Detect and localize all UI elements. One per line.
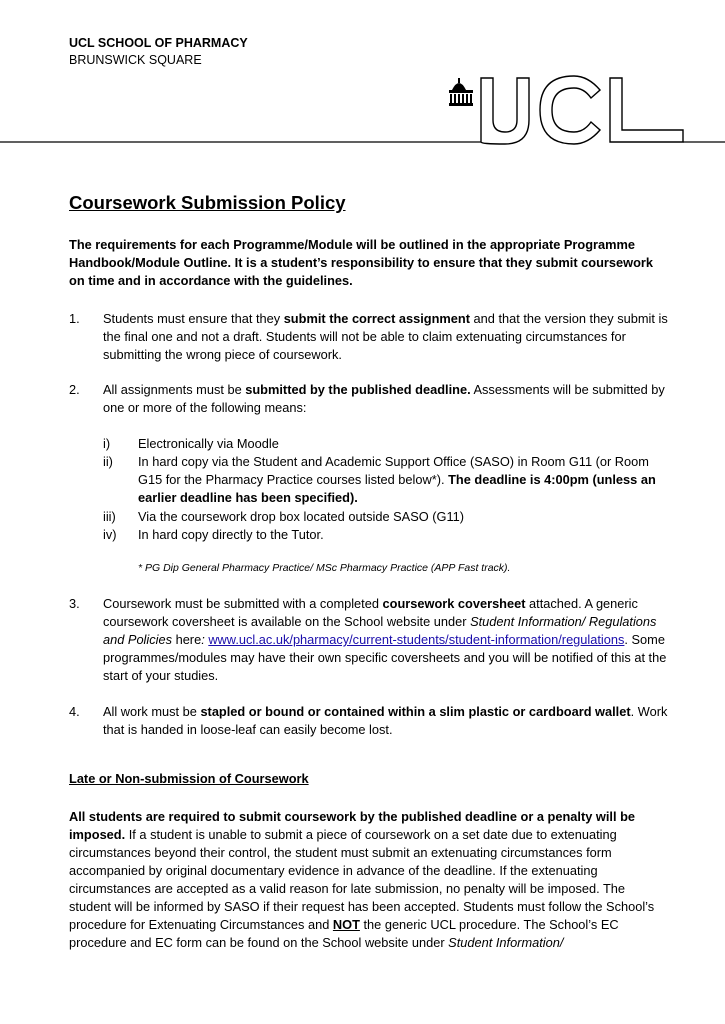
text-run: All assignments must be bbox=[103, 382, 246, 397]
text-run: If a student is unable to submit a piece of coursework on a set date due to extenuating circumstances beyond their control, the student must submit an extenuating circumstances form accompanied by original documentary evidence in advance of the deadline. If the extenuating circumstances are accepted as a valid reason for late submission, no penalty will be imposed. The student will be informed by SASO if their request has been accepted. Students must follow the School’s procedure for Extenuating Circumstances and bbox=[69, 827, 655, 932]
text-run: . Work that is handed in loose-leaf can easily become lost. bbox=[103, 704, 668, 737]
list-item-2 bbox=[69, 381, 669, 417]
list-item-text bbox=[103, 595, 669, 685]
intro-paragraph: The requirements for each Programme/Module will be outlined in the appropriate Programme Handbook/Module Outline. It is a student’s responsibility to ensure that they submit coursework on time and in accordance with the guidelines. bbox=[69, 237, 653, 288]
sub-item-iii bbox=[103, 508, 663, 526]
list-number: 4. bbox=[69, 704, 80, 719]
emphasis-text: All students are required to submit coursework by the published deadline or a penalty will be imposed. bbox=[69, 809, 636, 842]
text-run: Students must ensure that they bbox=[103, 311, 284, 326]
italic-text: Student Information/ bbox=[448, 935, 564, 950]
emphasis-text: stapled or bound or contained within a slim plastic or cardboard wallet bbox=[200, 704, 631, 719]
text-run: All work must be bbox=[103, 704, 201, 719]
emphasis-text: NOT bbox=[332, 917, 360, 932]
text-run: here bbox=[172, 632, 202, 647]
sub-item-ii bbox=[103, 453, 663, 507]
sub-item-text: Via the coursework drop box located outside SASO (G11) bbox=[138, 509, 465, 524]
ucl-logo bbox=[0, 68, 725, 148]
list-item-text bbox=[103, 310, 669, 364]
ucl-wordmark bbox=[481, 76, 683, 144]
text-run: the generic UCL procedure. The School’s EC procedure and EC form can be found on the School website under bbox=[69, 917, 619, 950]
sub-item-text: In hard copy directly to the Tutor. bbox=[138, 527, 324, 542]
sub-number: iv) bbox=[103, 527, 117, 542]
text-run: Coursework must be submitted with a completed bbox=[103, 596, 383, 611]
late-submission-paragraph bbox=[69, 808, 669, 952]
regulations-link[interactable]: www.ucl.ac.uk/pharmacy/current-students/student-information/regulations bbox=[208, 632, 625, 647]
text-run: In hard copy via the Student and Academic Support Office (SASO) in Room G11 (or Room G15 for the Pharmacy Practice courses listed below*). bbox=[138, 454, 649, 487]
list-item-4 bbox=[69, 703, 669, 739]
italic-text: : bbox=[201, 632, 209, 647]
list-number: 1. bbox=[69, 311, 80, 326]
list-number: 2. bbox=[69, 382, 80, 397]
school-name: UCL SCHOOL OF PHARMACY bbox=[69, 36, 248, 50]
list-item-1 bbox=[69, 310, 669, 364]
sub-item-iv bbox=[103, 526, 663, 544]
text-run: Assessments will be submitted by one or more of the following means: bbox=[103, 382, 665, 415]
text-run: attached. A generic coursework coversheet is available on the School website under bbox=[103, 596, 638, 629]
list-item-text bbox=[103, 703, 669, 739]
sub-number: iii) bbox=[103, 509, 116, 524]
sub-item-text bbox=[138, 453, 663, 507]
emphasis-text: submitted by the published deadline. bbox=[245, 382, 471, 397]
list-item-3 bbox=[69, 595, 669, 685]
school-address: BRUNSWICK SQUARE bbox=[69, 53, 202, 67]
text-run: and that the version they submit is the final one and not a draft. Students will not be able to claim extenuating circumstances for submitting the wrong piece of coursework. bbox=[103, 311, 668, 362]
emphasis-text: coursework coversheet bbox=[382, 596, 526, 611]
page-title: Coursework Submission Policy bbox=[69, 192, 346, 213]
sub-number: i) bbox=[103, 436, 111, 451]
sub-item-text: Electronically via Moodle bbox=[138, 436, 279, 451]
emphasis-text: The deadline is 4:00pm (unless an earlier deadline has been specified). bbox=[138, 472, 656, 505]
list-number: 3. bbox=[69, 596, 80, 611]
list-item-text bbox=[103, 381, 669, 417]
emphasis-text: submit the correct assignment bbox=[283, 311, 470, 326]
text-run: . Some programmes/modules may have their own specific coversheets and you will be notified of this at the start of your studies. bbox=[103, 632, 667, 683]
portico-icon bbox=[449, 78, 473, 106]
section-heading: Late or Non-submission of Coursework bbox=[69, 771, 309, 786]
footnote: * PG Dip General Pharmacy Practice/ MSc Pharmacy Practice (APP Fast track). bbox=[138, 562, 511, 574]
sub-number: ii) bbox=[103, 454, 113, 469]
sub-item-i bbox=[103, 435, 663, 453]
italic-text: Student Information/ Regulations and Policies bbox=[103, 614, 657, 647]
